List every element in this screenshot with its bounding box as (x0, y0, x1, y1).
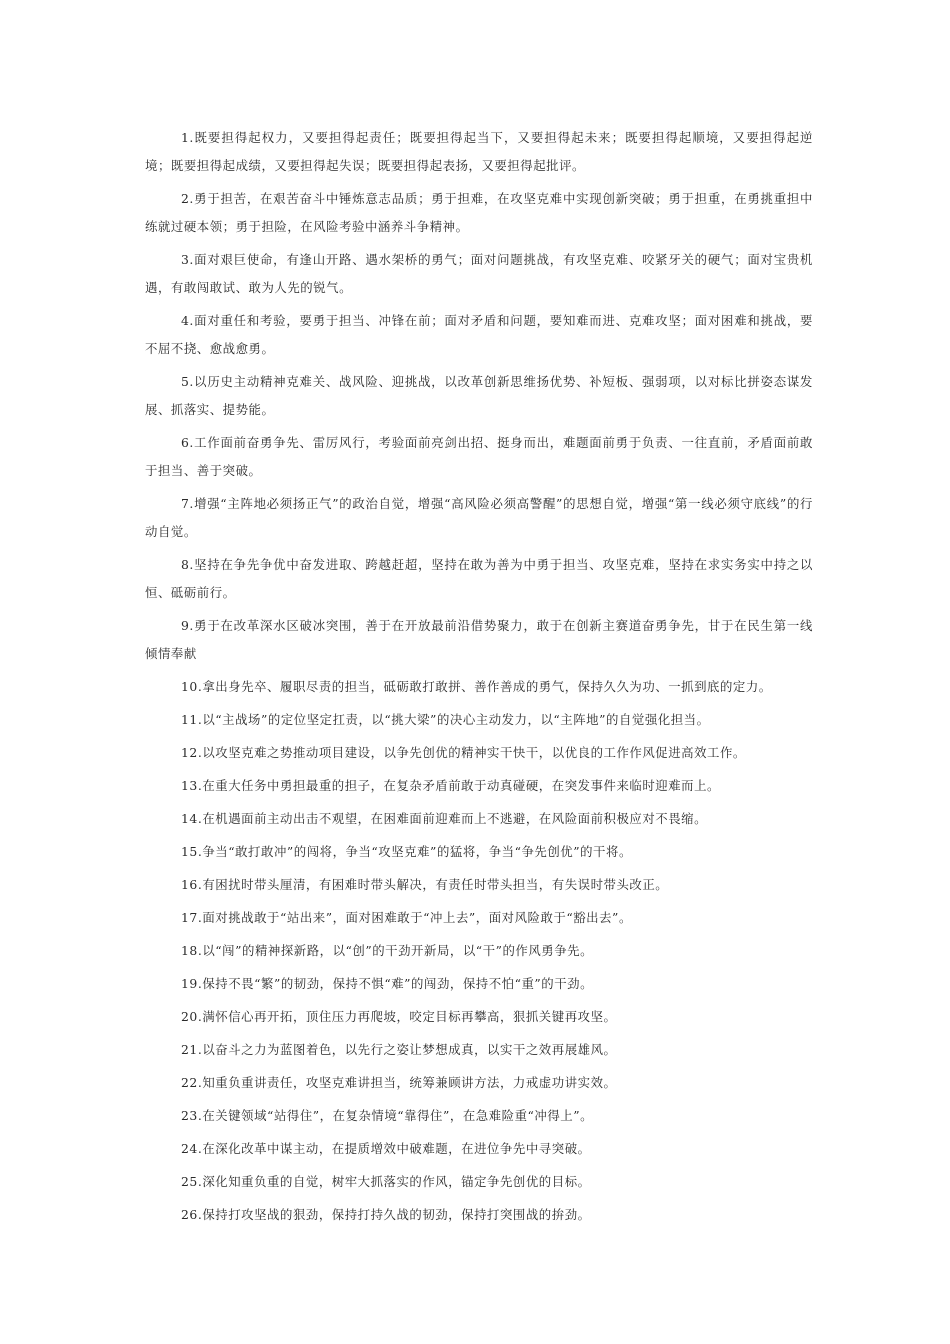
paragraph-14: 14.在机遇面前主动出击不观望，在困难面前迎难而上不逃避，在风险面前积极应对不畏缩。 (181, 811, 708, 826)
paragraph-16: 16.有困扰时带头厘清，有困难时带头解决，有责任时带头担当，有失误时带头改正。 (181, 877, 669, 892)
paragraph-3: 3.面对艰巨使命，有逢山开路、遇水架桥的勇气；面对问题挑战，有攻坚克难、咬紧牙关的硬气；面对宝贵机遇，有敢闯敢试、敢为人先的锐气。 (145, 252, 813, 295)
paragraph-12: 12.以攻坚克难之势推动项目建设，以争先创优的精神实干快干，以优良的工作作风促进高效工作。 (181, 745, 746, 760)
paragraph-4: 4.面对重任和考验，要勇于担当、冲锋在前；面对矛盾和问题，要知难而进、克难攻坚；面对困难和挑战，要不屈不挠、愈战愈勇。 (145, 313, 813, 356)
paragraph-18: 18.以“闯”的精神探新路，以“创”的干劲开新局，以“干”的作风勇争先。 (181, 943, 594, 958)
paragraph-8: 8.坚持在争先争优中奋发进取、跨越赶超，坚持在敢为善为中勇于担当、攻坚克难，坚持在求实务实中持之以恒、砥砺前行。 (145, 557, 813, 600)
paragraph-19: 19.保持不畏“繁”的韧劲，保持不惧“难”的闯劲，保持不怕“重”的干劲。 (181, 976, 594, 991)
paragraph-24: 24.在深化改革中谋主动，在提质增效中破难题，在进位争先中寻突破。 (181, 1141, 591, 1156)
paragraph-26: 26.保持打攻坚战的狠劲，保持打持久战的韧劲，保持打突围战的拚劲。 (181, 1207, 591, 1222)
paragraph-23: 23.在关键领域“站得住”，在复杂情境“靠得住”，在急难险重“冲得上”。 (181, 1108, 594, 1123)
paragraph-15: 15.争当“敢打敢冲”的闯将，争当“攻坚克难”的猛将，争当“争先创优”的干将。 (181, 844, 632, 859)
paragraph-20: 20.满怀信心再开拓，顶住压力再爬坡，咬定目标再攀高，狠抓关键再攻坚。 (181, 1009, 617, 1024)
paragraph-25: 25.深化知重负重的自觉，树牢大抓落实的作风，锚定争先创优的目标。 (181, 1174, 591, 1189)
paragraph-5: 5.以历史主动精神克难关、战风险、迎挑战，以改革创新思维扬优势、补短板、强弱项，以对标比拼姿态谋发展、抓落实、提势能。 (145, 374, 813, 417)
paragraph-22: 22.知重负重讲责任，攻坚克难讲担当，统筹兼顾讲方法，力戒虚功讲实效。 (181, 1075, 617, 1090)
document-body (145, 124, 813, 1234)
paragraph-13: 13.在重大任务中勇担最重的担子，在复杂矛盾前敢于动真碰硬，在突发事件来临时迎难而上。 (181, 778, 720, 793)
paragraph-9: 9.勇于在改革深水区破冰突围，善于在开放最前沿借势聚力，敢于在创新主赛道奋勇争先，甘于在民生第一线倾情奉献 (145, 618, 813, 661)
paragraph-7: 7.增强“主阵地必须扬正气”的政治自觉，增强“高风险必须高警醒”的思想自觉，增强“第一线必须守底线”的行动自觉。 (145, 496, 813, 539)
paragraph-17: 17.面对挑战敢于“站出来”，面对困难敢于“冲上去”，面对风险敢于“豁出去”。 (181, 910, 632, 925)
paragraph-11: 11.以“主战场”的定位坚定扛责，以“挑大梁”的决心主动发力，以“主阵地”的自觉强化担当。 (181, 712, 710, 727)
paragraph-21: 21.以奋斗之力为蓝图着色，以先行之姿让梦想成真，以实干之效再展雄风。 (181, 1042, 617, 1057)
paragraph-2: 2.勇于担苦，在艰苦奋斗中锤炼意志品质；勇于担难，在攻坚克难中实现创新突破；勇于担重，在勇挑重担中练就过硬本领；勇于担险，在风险考验中涵养斗争精神。 (145, 191, 813, 234)
paragraph-10: 10.拿出身先卒、履职尽责的担当，砥砺敢打敢拼、善作善成的勇气，保持久久为功、一抓到底的定力。 (181, 679, 772, 694)
paragraph-1: 1.既要担得起权力，又要担得起责任；既要担得起当下，又要担得起未来；既要担得起顺境，又要担得起逆境；既要担得起成绩，又要担得起失误；既要担得起表扬，又要担得起批评。 (145, 130, 813, 173)
paragraph-6: 6.工作面前奋勇争先、雷厉风行，考验面前亮剑出招、挺身而出，难题面前勇于负责、一往直前，矛盾面前敢于担当、善于突破。 (145, 435, 813, 478)
